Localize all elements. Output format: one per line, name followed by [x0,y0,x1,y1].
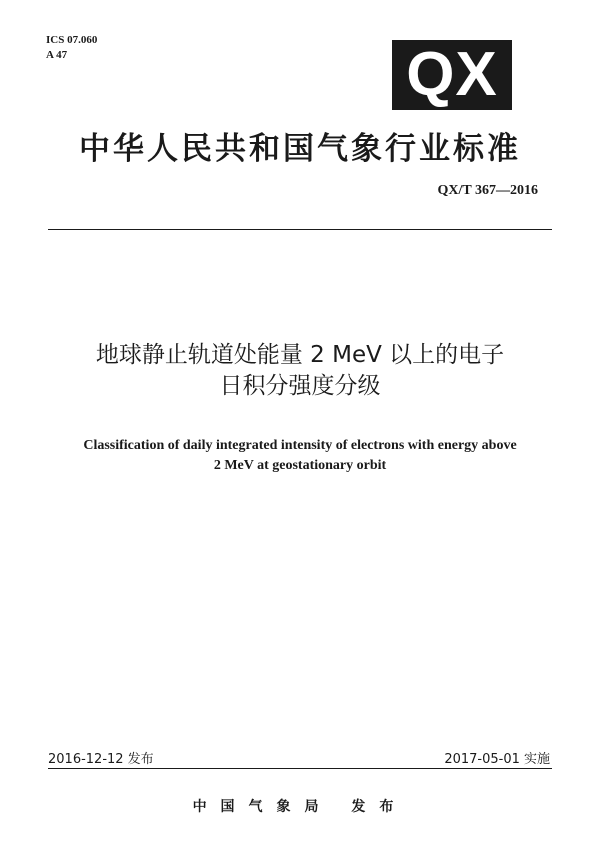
bottom-divider [48,768,552,769]
english-title-line1: Classification of daily integrated intensity of electrons with energy above [83,438,517,453]
publisher: 中国气象局 发布 [192,799,408,815]
issue-date: 2016-12-12 发布 [48,752,154,767]
english-title-line2: 2 MeV at geostationary orbit [213,458,387,473]
standard-category-title: 中华人民共和国气象行业标准 [79,131,521,167]
chinese-title-line1: 地球静止轨道处能量 2 MeV 以上的电子 [95,342,505,368]
english-title [0,436,600,476]
chinese-title-line2: 日积分强度分级 [219,373,381,399]
chinese-title [0,340,600,402]
implementation-date: 2017-05-01 实施 [444,752,550,767]
classification-codes [46,33,97,63]
ccs-code: A 47 [46,49,68,61]
top-divider [48,229,552,230]
standard-number: QX/T 367—2016 [437,183,538,198]
ics-code: ICS 07.060 [46,34,98,46]
qx-logo: QX [392,40,512,110]
